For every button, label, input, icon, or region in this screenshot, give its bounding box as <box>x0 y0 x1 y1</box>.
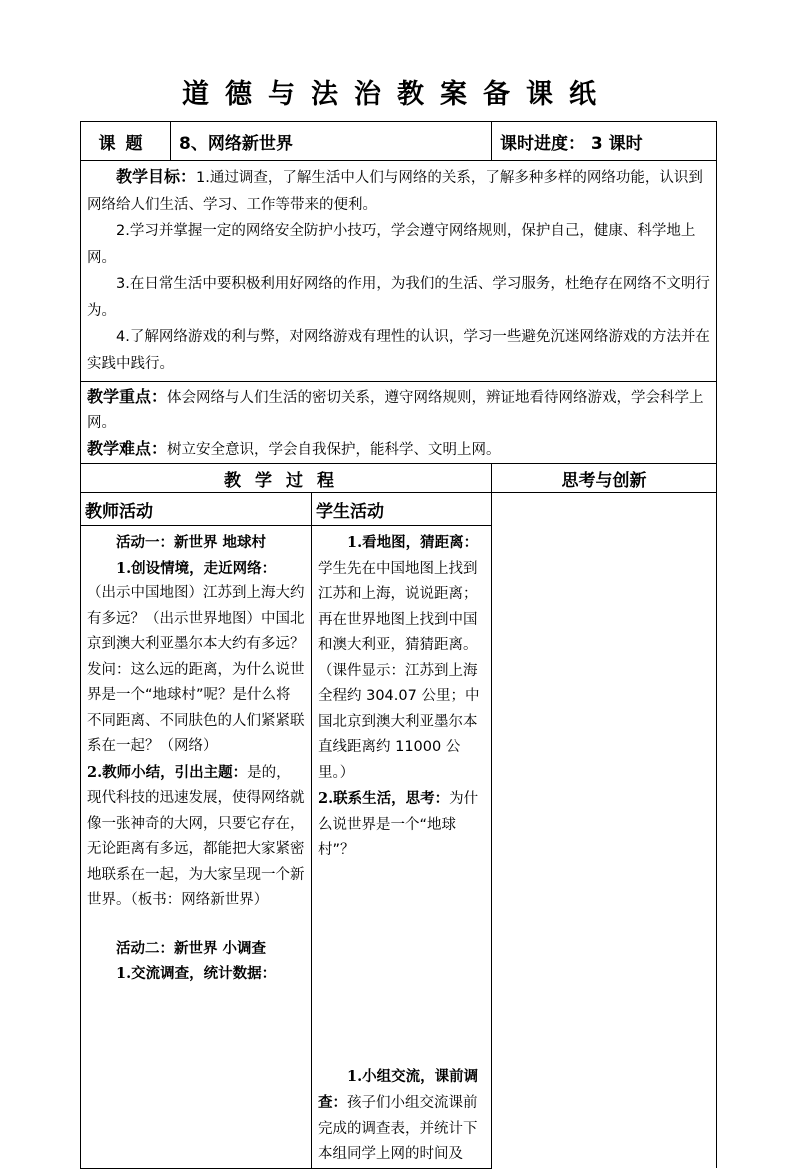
step-title: 1.交流调查，统计数据： <box>116 965 277 982</box>
goal-item: 1.通过调查，了解生活中人们与网络的关系，了解多种多样的网络功能，认识到网络给人们生活、学习、工作等带来的便利。 <box>87 170 703 213</box>
key-points-text: 体会网络与人们生活的密切关系，遵守网络规则，辨证地看待网络游戏，学会科学上网。 <box>87 390 704 431</box>
think-column <box>492 493 717 1169</box>
header-row <box>81 122 717 161</box>
topic-value: 8、网络新世界 <box>171 122 492 161</box>
goals-label: 教学目标： <box>116 167 197 186</box>
step-text: 是的，现代科技的迅速发展，使得网络就像一张神奇的大网，只要它存在，无论距离有多远，都能把大家紧密地联系在一起，为大家呈现一个新世界。（板书：网络新世界） <box>87 764 305 908</box>
goal-item: 2.学习并掌握一定的网络安全防护小技巧，学会遵守网络规则，保护自己，健康、科学地上网。 <box>87 223 696 266</box>
activity-title: 活动一：新世界 地球村 <box>116 534 267 551</box>
teacher-activities <box>81 526 312 1169</box>
progress-label: 课时进度： <box>500 133 585 154</box>
teacher-header: 教师活动 <box>81 493 312 526</box>
think-header: 思考与创新 <box>492 464 717 493</box>
process-header: 教学过程 <box>81 464 492 493</box>
document-title: 道德与法治教案备课纸 <box>182 79 612 110</box>
activity-title: 活动二：新世界 小调查 <box>116 939 267 957</box>
topic-label: 课题 <box>81 122 171 161</box>
difficulties-text: 树立安全意识，学会自我保护，能科学、文明上网。 <box>167 442 501 458</box>
key-points-label: 教学重点： <box>87 387 168 406</box>
teaching-goals <box>81 161 717 382</box>
step-text: 为什么说世界是一个“地球村”？ <box>318 791 479 858</box>
progress-cell <box>492 122 717 161</box>
step-title: 2.联系生活，思考： <box>318 790 450 807</box>
step-text: （出示中国地图）江苏到上海大约有多远？（出示世界地图）中国北京到澳大利亚墨尔本大约有多远？发问：这么远的距离，为什么说世界是一个“地球村”呢？是什么将不同距离、不同肤色的人们紧紧联系在一起？（网络） <box>87 585 305 754</box>
goal-item: 4.了解网络游戏的利与弊，对网络游戏有理性的认识，学习一些避免沉迷网络游戏的方法并在实践中践行。 <box>87 329 710 372</box>
step-title: 1.创设情境，走近网络： <box>116 559 277 577</box>
step-title: 1.看地图，猜距离： <box>347 534 479 551</box>
goal-item: 3.在日常生活中要积极利用好网络的作用，为我们的生活、学习服务，杜绝存在网络不文明行为。 <box>87 276 710 319</box>
key-points-cell <box>81 382 717 464</box>
step-title: 2.教师小结，引出主题： <box>87 763 248 781</box>
step-text: 孩子们小组交流课前完成的调查表，并统计下本组同学上网的时间及 <box>318 1095 478 1162</box>
student-activities <box>312 526 492 1169</box>
progress-value: 3 课时 <box>590 133 643 154</box>
lesson-plan-table <box>80 121 716 1169</box>
student-header: 学生活动 <box>312 493 492 526</box>
difficulties-label: 教学难点： <box>87 439 168 458</box>
step-title: 1.小组交流，课前调查： <box>318 1067 479 1111</box>
step-text: 学生先在中国地图上找到江苏和上海，说说距离；再在世界地图上找到中国和澳大利亚，猜猜距离。（课件显示：江苏到上海全程约 304.07 公里；中国北京到澳大利亚墨尔本直线距离约 11000 公里。） <box>318 560 480 781</box>
